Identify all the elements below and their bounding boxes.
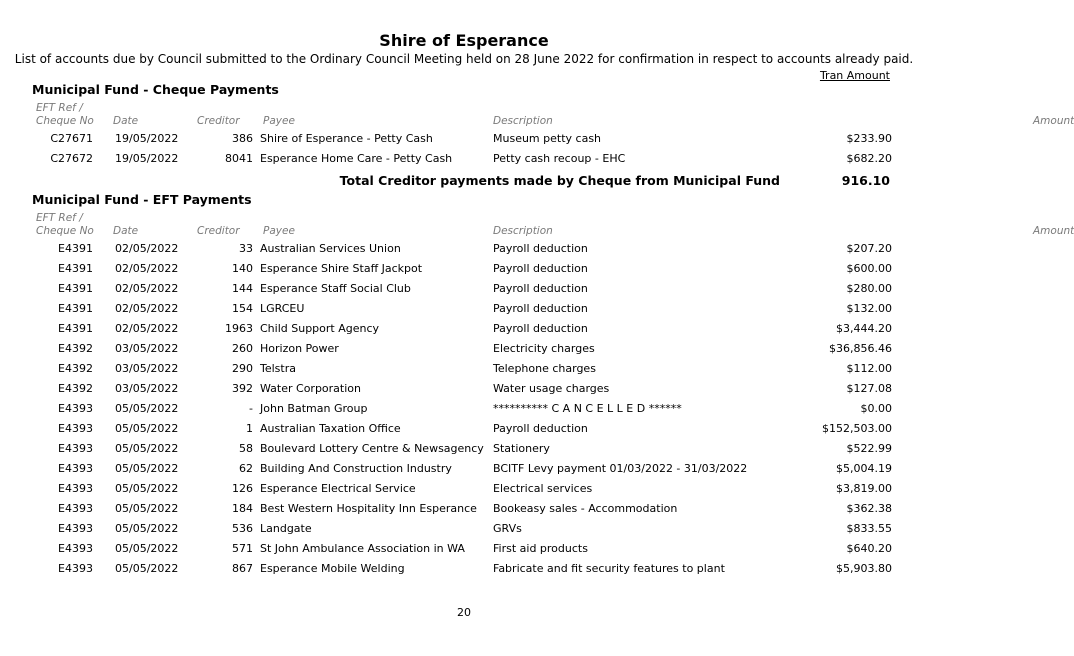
cell-description: Museum petty cash — [493, 131, 602, 145]
cell-date: 02/05/2022 — [115, 321, 179, 335]
col-header-ref-line1: EFT Ref / — [36, 101, 83, 114]
col-header-amount: Amount — [1033, 225, 1074, 237]
cell-payee: Best Western Hospitality Inn Esperance — [260, 501, 477, 515]
cell-amount: $522.99 — [846, 441, 892, 455]
table-row — [30, 458, 892, 478]
cell-payee: Esperance Staff Social Club — [260, 281, 411, 295]
table-row — [30, 148, 892, 168]
col-header-payee: Payee — [263, 115, 295, 127]
cell-ref: E4393 — [58, 441, 93, 455]
cell-ref: C27671 — [50, 131, 93, 145]
cell-ref: E4391 — [58, 281, 93, 295]
cell-date: 02/05/2022 — [115, 241, 179, 255]
col-header-creditor: Creditor — [197, 115, 240, 127]
cell-payee: Esperance Shire Staff Jackpot — [260, 261, 423, 275]
cell-description: Payroll deduction — [493, 421, 588, 435]
cell-date: 05/05/2022 — [115, 441, 179, 455]
cell-payee: Boulevard Lottery Centre & Newsagency — [260, 441, 484, 455]
cell-amount: $132.00 — [846, 301, 892, 315]
cell-payee: Telstra — [260, 361, 296, 375]
col-header-description: Description — [493, 115, 553, 127]
cheque-total-value: 916.10 — [841, 173, 890, 188]
cell-creditor: 386 — [232, 131, 253, 145]
cell-description: First aid products — [493, 541, 588, 555]
page-subtitle: List of accounts due by Council submitted to the Ordinary Council Meeting held on 28 June 2022 for confirmation in respect to accounts already paid. — [14, 52, 914, 66]
cell-date: 05/05/2022 — [115, 401, 179, 415]
cell-ref: E4393 — [58, 461, 93, 475]
cell-amount: $152,503.00 — [822, 421, 892, 435]
cell-amount: $127.08 — [846, 381, 892, 395]
cell-creditor: 536 — [232, 521, 253, 535]
table-row — [30, 258, 892, 278]
cell-description: Fabricate and fit security features to plant — [493, 561, 725, 575]
table-row — [30, 378, 892, 398]
cell-creditor: 58 — [239, 441, 253, 455]
cell-creditor: 290 — [232, 361, 253, 375]
cell-creditor: 571 — [232, 541, 253, 555]
cell-ref: E4393 — [58, 561, 93, 575]
cell-description: GRVs — [493, 521, 522, 535]
table-row — [30, 518, 892, 538]
cell-amount: $682.20 — [846, 151, 892, 165]
cell-ref: E4393 — [58, 401, 93, 415]
cell-creditor: 140 — [232, 261, 253, 275]
cell-description: Electricity charges — [493, 341, 595, 355]
cheque-total-label: Total Creditor payments made by Cheque from Municipal Fund — [339, 173, 780, 188]
cell-creditor: 260 — [232, 341, 253, 355]
cell-ref: E4393 — [58, 541, 93, 555]
cell-creditor: - — [249, 401, 253, 415]
cell-payee: Building And Construction Industry — [260, 461, 452, 475]
cell-amount: $36,856.46 — [829, 341, 892, 355]
cell-payee: Landgate — [260, 521, 312, 535]
cell-creditor: 154 — [232, 301, 253, 315]
cell-ref: E4392 — [58, 381, 93, 395]
cell-amount: $5,903.80 — [836, 561, 892, 575]
cell-amount: $0.00 — [860, 401, 892, 415]
cell-description: Water usage charges — [493, 381, 610, 395]
col-header-ref-line2: Cheque No — [36, 225, 94, 237]
cell-amount: $3,444.20 — [836, 321, 892, 335]
cell-date: 03/05/2022 — [115, 381, 179, 395]
cell-ref: E4393 — [58, 501, 93, 515]
table-row — [30, 298, 892, 318]
cell-description: Payroll deduction — [493, 321, 588, 335]
table-row — [30, 338, 892, 358]
eft-payments-table — [30, 211, 1074, 578]
cell-payee: Water Corporation — [260, 381, 361, 395]
cell-payee: John Batman Group — [260, 401, 368, 415]
col-header-description: Description — [493, 225, 553, 237]
table-row — [30, 358, 892, 378]
cell-ref: E4393 — [58, 481, 93, 495]
table-row — [30, 398, 892, 418]
col-header-creditor: Creditor — [197, 225, 240, 237]
cell-creditor: 126 — [232, 481, 253, 495]
cell-description: Payroll deduction — [493, 301, 588, 315]
cell-description: Telephone charges — [493, 361, 596, 375]
cell-description: Electrical services — [493, 481, 593, 495]
col-header-ref-line2: Cheque No — [36, 115, 94, 127]
cell-date: 03/05/2022 — [115, 341, 179, 355]
cell-description: Payroll deduction — [493, 281, 588, 295]
table-row — [30, 438, 892, 458]
cell-date: 05/05/2022 — [115, 461, 179, 475]
cell-date: 02/05/2022 — [115, 281, 179, 295]
cell-description: Stationery — [493, 441, 550, 455]
cell-amount: $362.38 — [846, 501, 892, 515]
col-header-payee: Payee — [263, 225, 295, 237]
cheque-payments-table — [30, 101, 1074, 168]
table-row — [30, 558, 892, 578]
cell-amount: $280.00 — [846, 281, 892, 295]
cell-amount: $640.20 — [846, 541, 892, 555]
cell-payee: LGRCEU — [260, 301, 305, 315]
col-header-ref-line1: EFT Ref / — [36, 211, 83, 224]
cell-amount: $600.00 — [846, 261, 892, 275]
table-row — [30, 418, 892, 438]
table-row — [30, 238, 892, 258]
cell-ref: E4391 — [58, 241, 93, 255]
cell-date: 03/05/2022 — [115, 361, 179, 375]
cell-date: 02/05/2022 — [115, 301, 179, 315]
cell-date: 02/05/2022 — [115, 261, 179, 275]
cell-date: 05/05/2022 — [115, 481, 179, 495]
cell-date: 05/05/2022 — [115, 501, 179, 515]
cell-creditor: 62 — [239, 461, 253, 475]
cell-ref: E4391 — [58, 301, 93, 315]
cell-creditor: 867 — [232, 561, 253, 575]
cell-payee: Horizon Power — [260, 341, 339, 355]
cell-payee: St John Ambulance Association in WA — [260, 541, 465, 555]
cell-date: 05/05/2022 — [115, 521, 179, 535]
cell-amount: $112.00 — [846, 361, 892, 375]
cell-creditor: 1 — [246, 421, 253, 435]
table-row — [30, 538, 892, 558]
page-title: Shire of Esperance — [379, 31, 549, 50]
cell-ref: C27672 — [50, 151, 93, 165]
cell-ref: E4392 — [58, 361, 93, 375]
col-header-date: Date — [113, 115, 139, 127]
cell-payee: Shire of Esperance - Petty Cash — [260, 131, 433, 145]
cell-payee: Esperance Mobile Welding — [260, 561, 405, 575]
tran-amount-label: Tran Amount — [819, 69, 890, 82]
cell-amount: $5,004.19 — [836, 461, 892, 475]
cell-creditor: 1963 — [225, 321, 253, 335]
cell-payee: Esperance Electrical Service — [260, 481, 416, 495]
cell-creditor: 392 — [232, 381, 253, 395]
cell-ref: E4392 — [58, 341, 93, 355]
cell-description: ********** C A N C E L L E D ****** — [493, 401, 682, 415]
cell-payee: Child Support Agency — [260, 321, 380, 335]
cell-description: Petty cash recoup - EHC — [493, 151, 626, 165]
cell-amount: $233.90 — [846, 131, 892, 145]
cell-date: 05/05/2022 — [115, 561, 179, 575]
cell-date: 05/05/2022 — [115, 541, 179, 555]
table-row — [30, 278, 892, 298]
cell-description: BCITF Levy payment 01/03/2022 - 31/03/2022 — [493, 461, 748, 475]
cell-description: Payroll deduction — [493, 241, 588, 255]
cell-date: 05/05/2022 — [115, 421, 179, 435]
table-row — [30, 478, 892, 498]
eft-section-heading: Municipal Fund - EFT Payments — [32, 192, 252, 207]
table-row — [30, 128, 892, 148]
cell-creditor: 184 — [232, 501, 253, 515]
cheque-section-heading: Municipal Fund - Cheque Payments — [32, 82, 279, 97]
col-header-amount: Amount — [1033, 115, 1074, 127]
cell-creditor: 33 — [239, 241, 253, 255]
table-row — [30, 498, 892, 518]
col-header-date: Date — [113, 225, 139, 237]
cell-creditor: 144 — [232, 281, 253, 295]
cell-amount: $833.55 — [846, 521, 892, 535]
cell-amount: $3,819.00 — [836, 481, 892, 495]
cell-ref: E4393 — [58, 521, 93, 535]
cell-ref: E4393 — [58, 421, 93, 435]
cell-amount: $207.20 — [846, 241, 892, 255]
cell-description: Payroll deduction — [493, 261, 588, 275]
cell-ref: E4391 — [58, 321, 93, 335]
cell-date: 19/05/2022 — [115, 131, 179, 145]
cell-date: 19/05/2022 — [115, 151, 179, 165]
cell-creditor: 8041 — [225, 151, 253, 165]
cell-payee: Australian Taxation Office — [260, 421, 401, 435]
table-row — [30, 318, 892, 338]
cell-payee: Esperance Home Care - Petty Cash — [260, 151, 453, 165]
cell-ref: E4391 — [58, 261, 93, 275]
cell-description: Bookeasy sales - Accommodation — [493, 501, 678, 515]
page-number: 20 — [457, 606, 471, 619]
cell-payee: Australian Services Union — [260, 241, 401, 255]
